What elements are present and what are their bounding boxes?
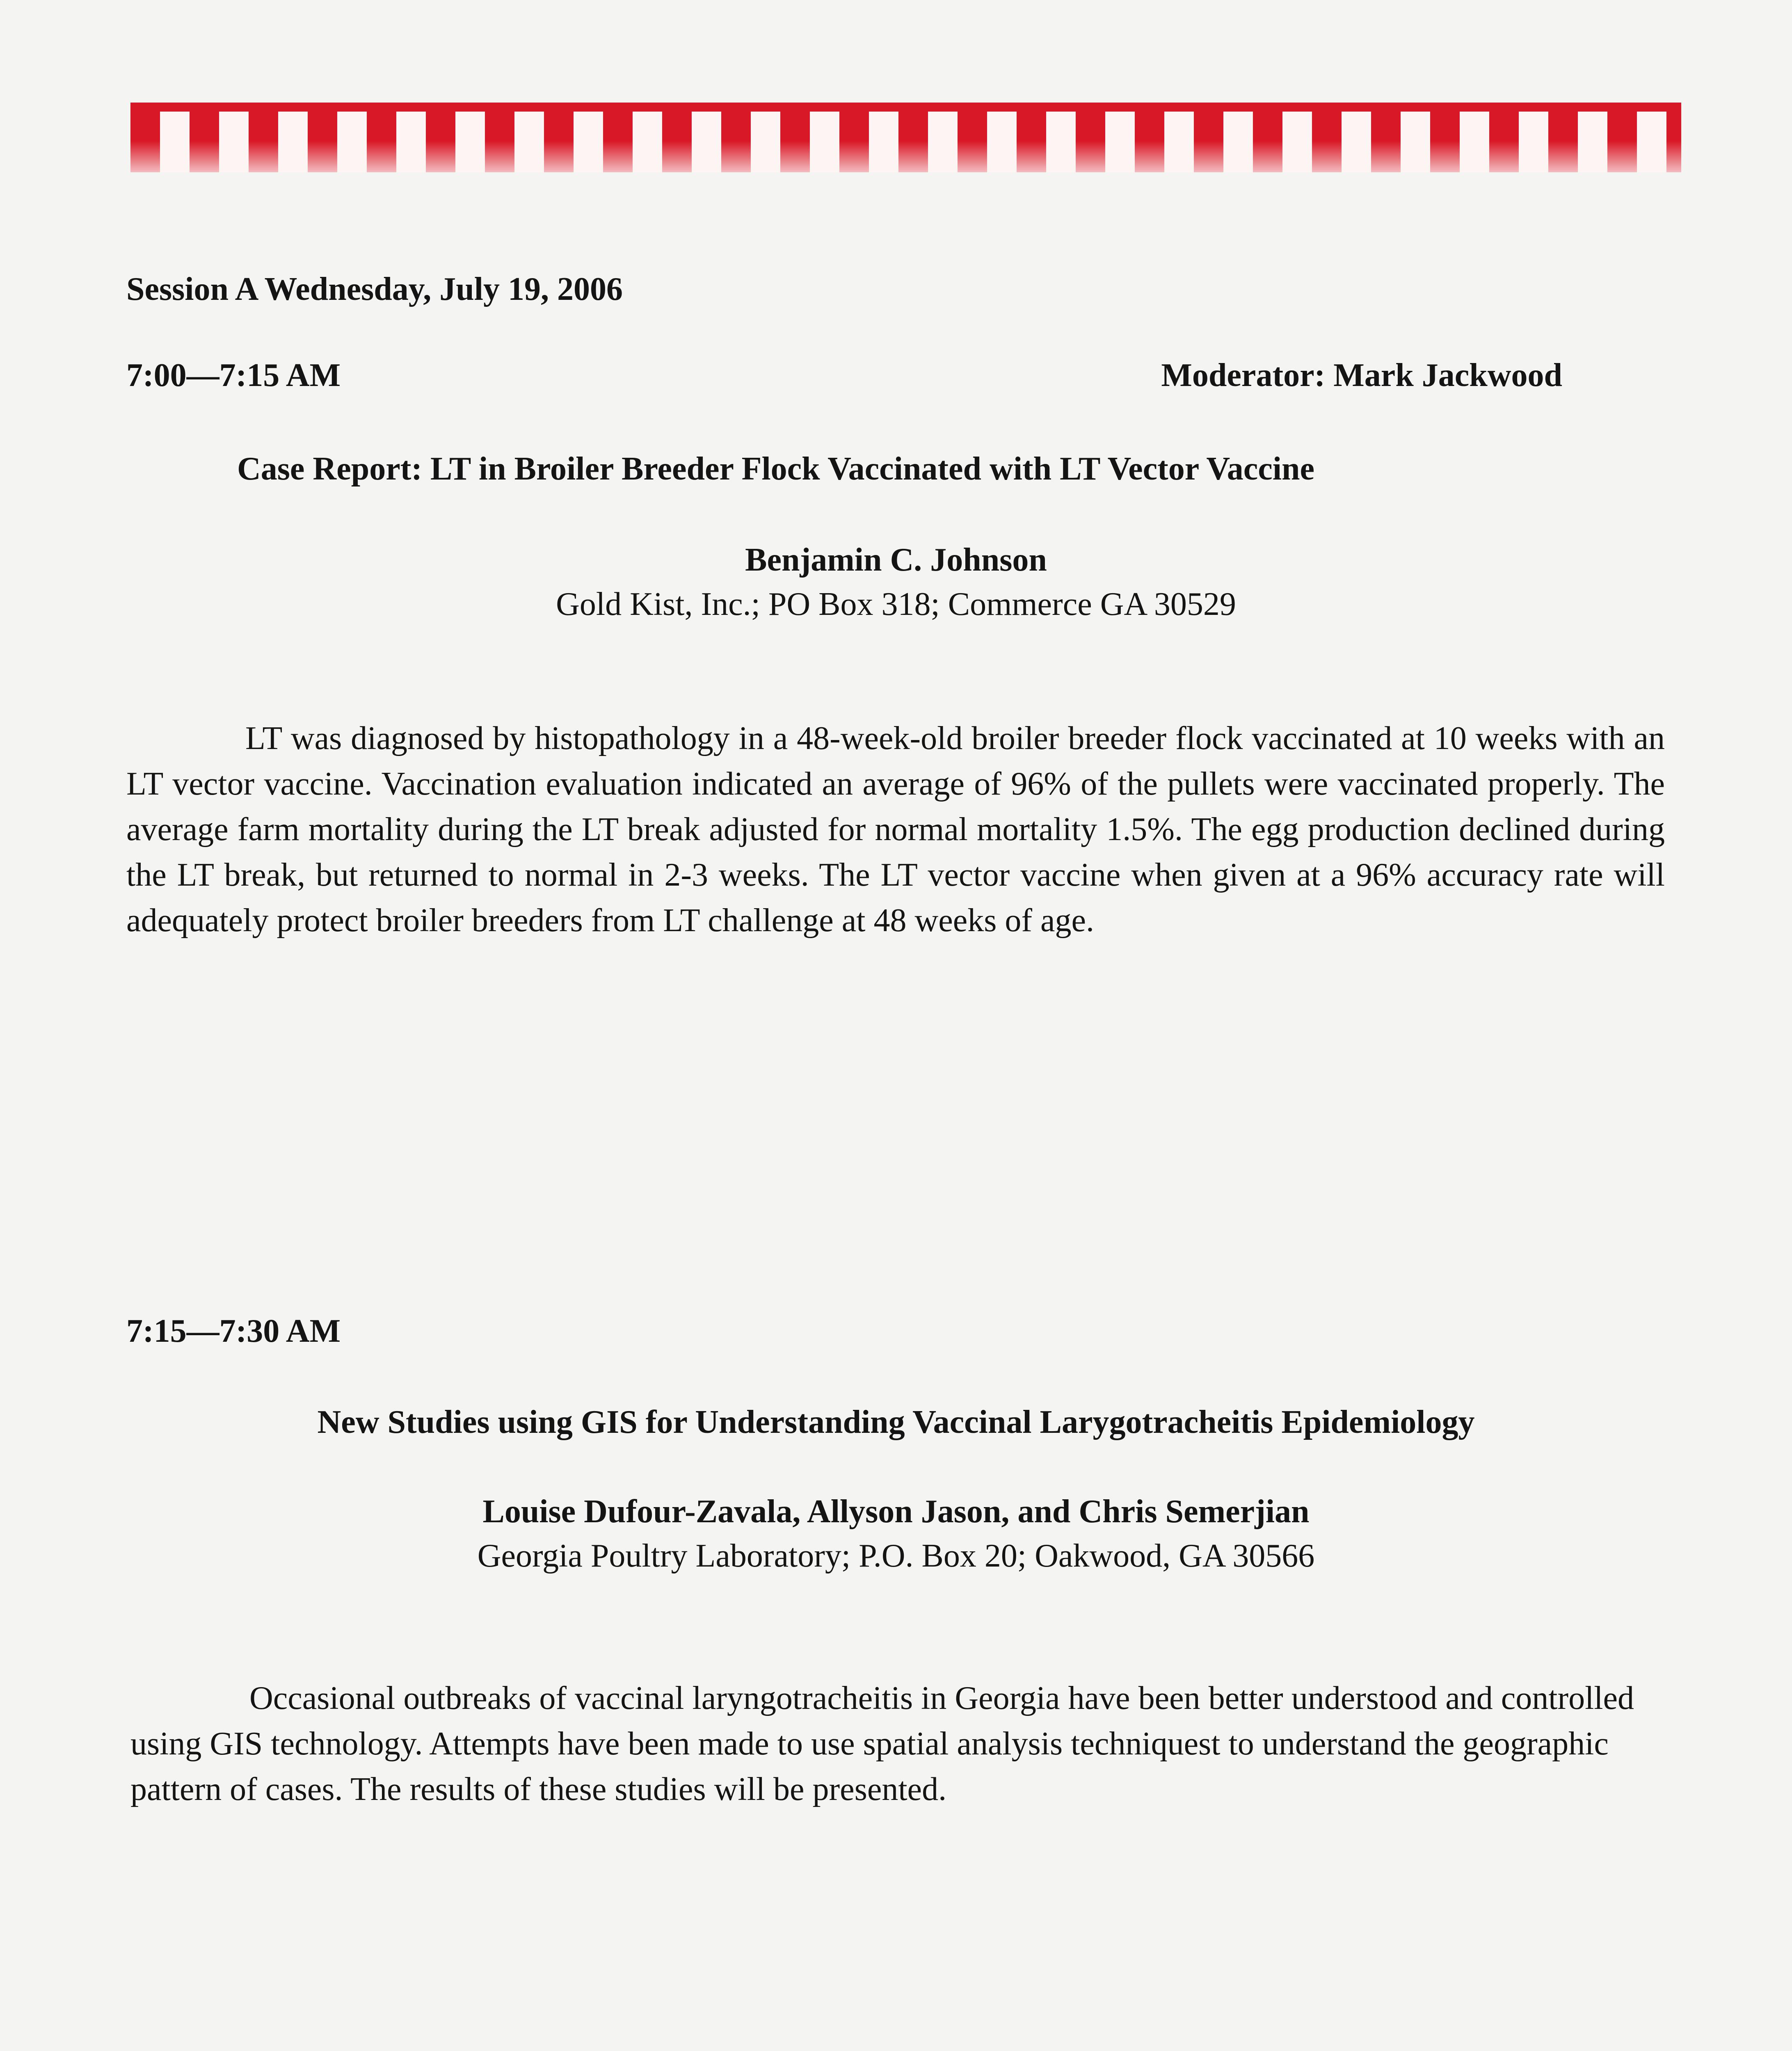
talk-1-title: Case Report: LT in Broiler Breeder Flock Vaccinated with LT Vector Vaccine (237, 451, 1315, 487)
talk-1-time: 7:00—7:15 AM (126, 357, 341, 393)
banner-stripe (130, 103, 1681, 112)
talk-1-authors: Benjamin C. Johnson (745, 542, 1047, 578)
session-heading: Session A Wednesday, July 19, 2006 (126, 271, 623, 307)
talk-2-authors: Louise Dufour-Zavala, Allyson Jason, and Chris Semerjian (482, 1494, 1310, 1530)
talk-2-title: New Studies using GIS for Understanding Vaccinal Larygotracheitis Epidemiology (317, 1404, 1475, 1440)
decorative-banner (130, 103, 1681, 172)
banner-bars (130, 103, 1681, 172)
talk-1-affiliation: Gold Kist, Inc.; PO Box 318; Commerce GA 30529 (556, 586, 1236, 622)
talk-2-time: 7:15—7:30 AM (126, 1313, 341, 1349)
talk-2-abstract: Occasional outbreaks of vaccinal laryngotracheitis in Georgia have been better understood and controlled using GIS technology. Attempts have been made to use spatial analysis techniquest to understand the geographic pattern of cases. The results of these studies will be presented. (130, 1680, 1634, 1807)
talk-2-affiliation: Georgia Poultry Laboratory; P.O. Box 20; Oakwood, GA 30566 (477, 1538, 1315, 1574)
talk-1-abstract: LT was diagnosed by histopathology in a 48-week-old broiler breeder flock vaccinated at 10 weeks with an LT vector vaccine. Vaccination evaluation indicated an average of 96% of the pullets were vaccinated properly. The average farm mortality during the LT break adjusted for normal mortality 1.5%. The egg production declined during the LT break, but returned to normal in 2-3 weeks. The LT vector vaccine when given at a 96% accuracy rate will adequately protect broiler breeders from LT challenge at 48 weeks of age. (126, 720, 1665, 939)
moderator: Moderator: Mark Jackwood (1161, 357, 1562, 393)
